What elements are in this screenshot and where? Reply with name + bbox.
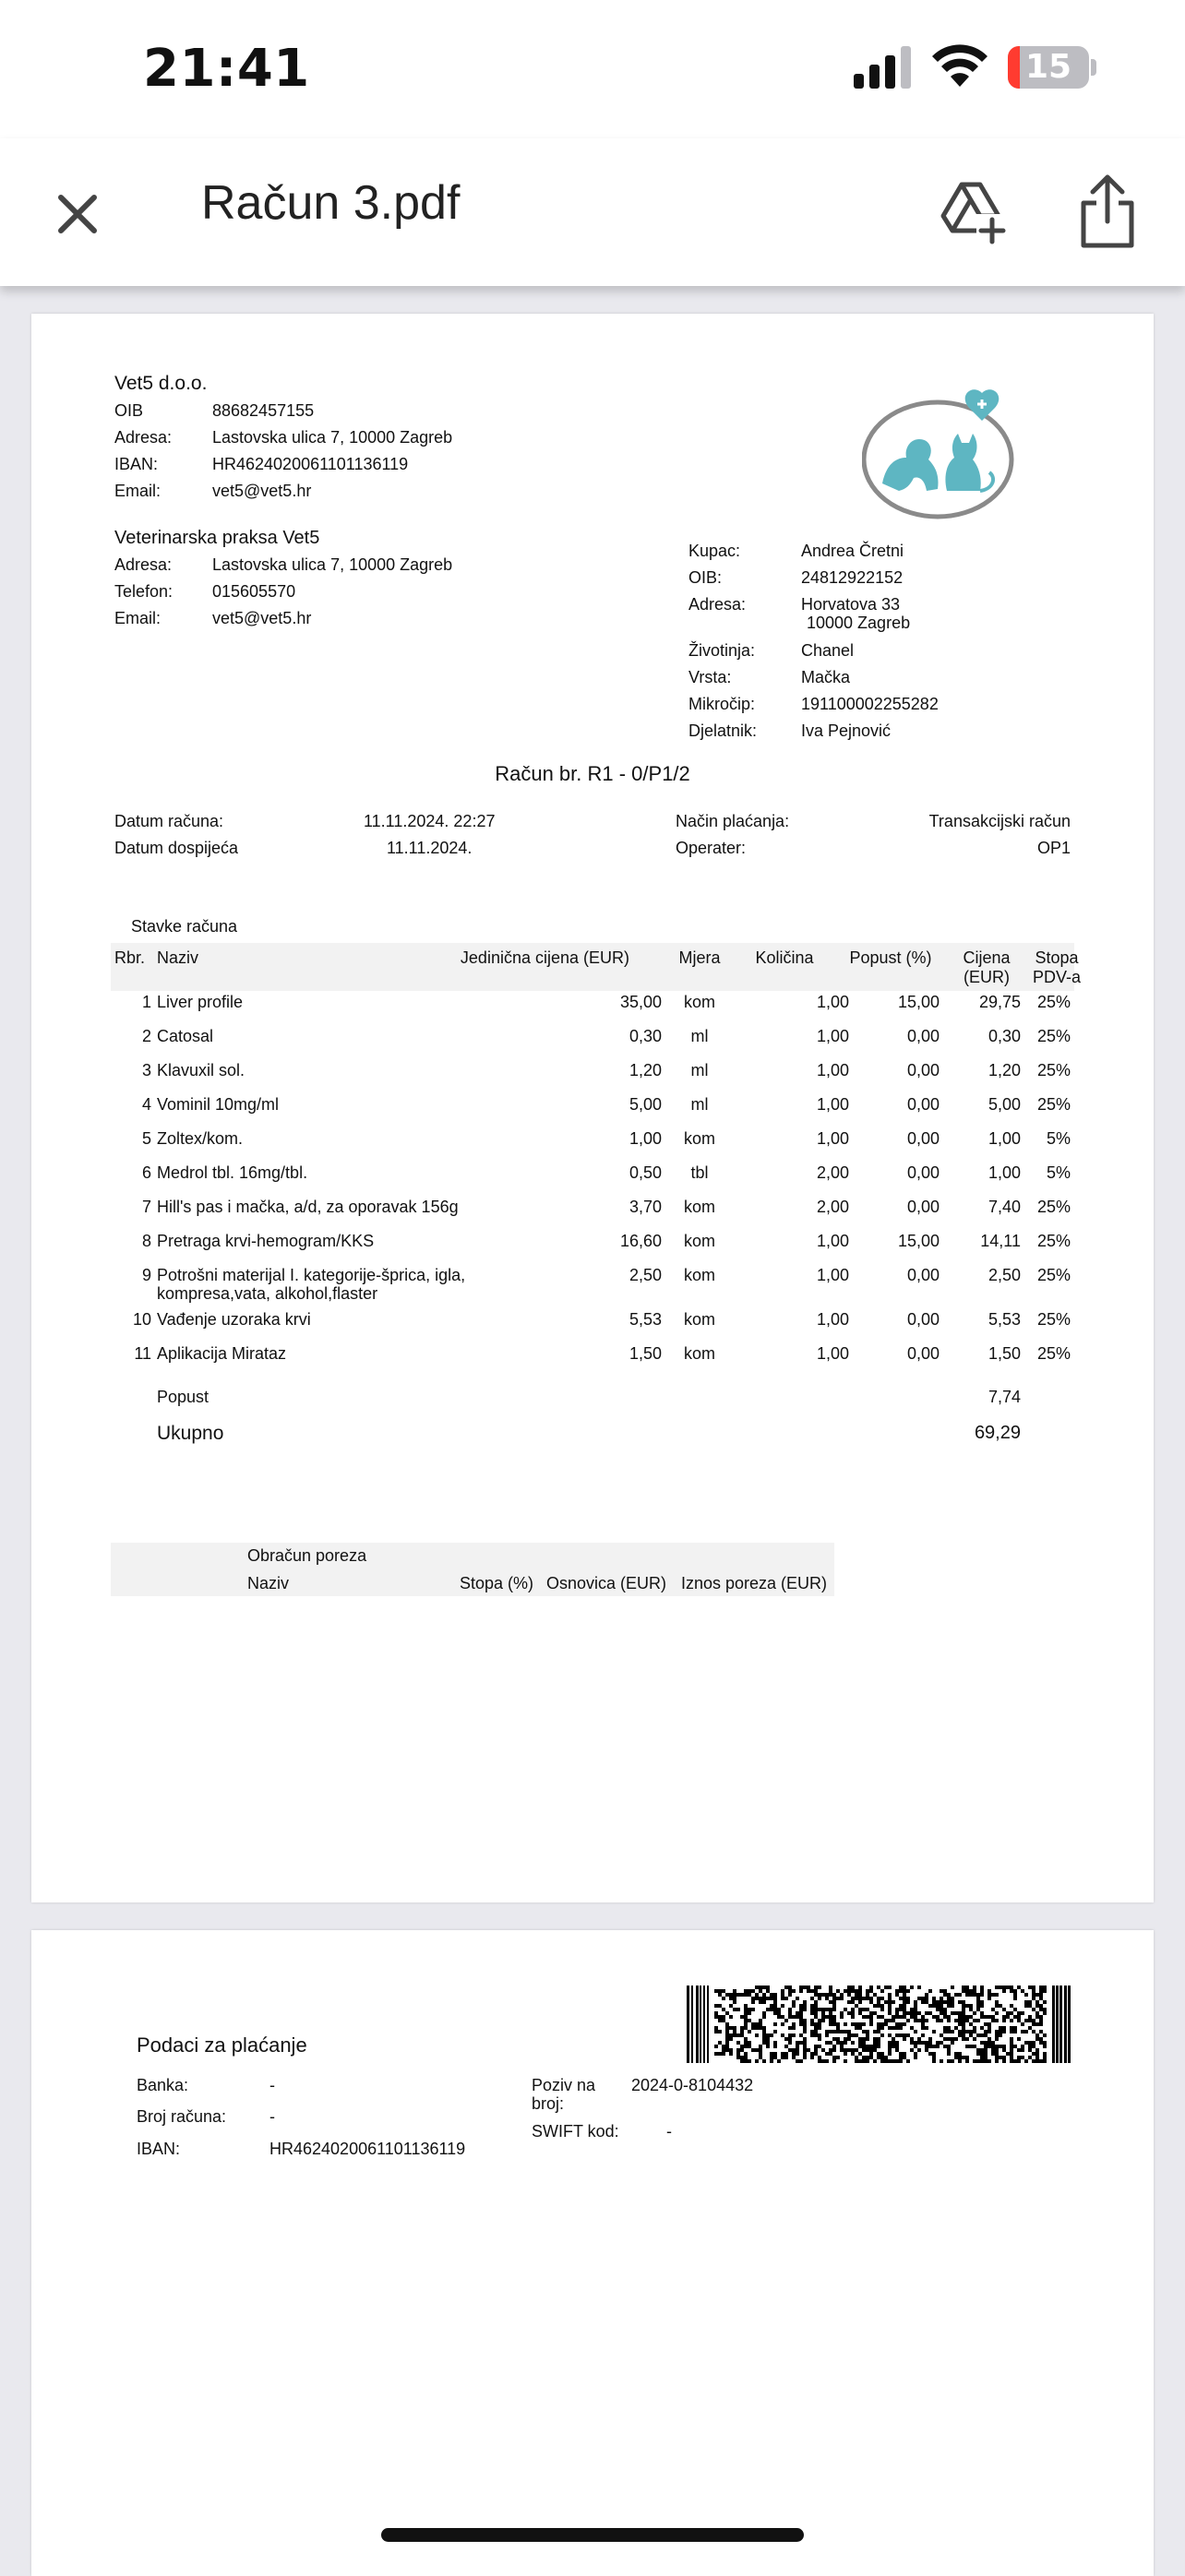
customer-value: 24812922152	[801, 568, 904, 587]
tax-title: Obračun poreza	[247, 1546, 367, 1565]
item-vat-rate: 25%	[1036, 993, 1071, 1011]
item-name: Liver profile	[157, 993, 244, 1011]
customer-label: Životinja:	[688, 641, 756, 660]
share-icon[interactable]	[1074, 173, 1141, 249]
item-number: 11	[134, 1344, 151, 1363]
item-unit: ml	[690, 1027, 709, 1045]
due-date-value: 11.11.2024.	[387, 839, 473, 857]
customer-value: 191100002255282	[801, 695, 939, 713]
item-name: Zoltex/kom.	[157, 1129, 244, 1148]
item-unit: kom	[683, 1198, 715, 1216]
practice-label: Email:	[114, 609, 162, 627]
item-amount: 5,00	[988, 1095, 1021, 1114]
item-quantity: 1,00	[816, 1129, 849, 1148]
item-discount: 0,00	[906, 1129, 940, 1148]
item-discount: 0,00	[906, 1198, 940, 1216]
col-amount-unit: (EUR)	[964, 968, 1010, 986]
document-title: Račun 3.pdf	[201, 176, 461, 230]
vet-clinic-logo	[862, 388, 1024, 524]
item-unit-price: 0,30	[628, 1027, 662, 1045]
item-unit: ml	[690, 1095, 709, 1114]
seller-value: HR4624020061101136119	[212, 455, 409, 473]
item-vat-rate: 25%	[1036, 1027, 1071, 1045]
item-vat-rate: 25%	[1036, 1266, 1071, 1284]
customer-label: Mikročip:	[688, 695, 756, 713]
item-discount: 0,00	[906, 1266, 940, 1284]
reference-label: Poziv na	[532, 2076, 596, 2094]
item-discount: 0,00	[906, 1163, 940, 1182]
customer-value: Mačka	[801, 668, 851, 686]
seller-value: 88682457155	[212, 401, 315, 420]
item-amount: 29,75	[978, 993, 1021, 1011]
practice-value: vet5@vet5.hr	[212, 609, 312, 627]
practice-label: Adresa:	[114, 555, 173, 574]
col-vat-header-2: PDV-a	[1032, 968, 1082, 986]
account-value: -	[269, 2107, 275, 2126]
customer-label: Vrsta:	[688, 668, 732, 686]
item-number: 8	[141, 1232, 151, 1250]
item-vat-rate: 25%	[1036, 1344, 1071, 1363]
item-name: Medrol tbl. 16mg/tbl.	[157, 1163, 308, 1182]
home-indicator[interactable]	[381, 2528, 804, 2542]
customer-label: Djelatnik:	[688, 722, 758, 740]
item-number: 9	[141, 1266, 151, 1284]
item-unit-price: 16,60	[619, 1232, 662, 1250]
pdf-viewer-toolbar	[0, 138, 1185, 286]
item-discount: 0,00	[906, 1027, 940, 1045]
customer-label: Adresa:	[688, 595, 747, 614]
customer-value: Chanel	[801, 641, 855, 660]
item-amount: 14,11	[980, 1232, 1021, 1250]
invoice-date-label: Datum računa:	[114, 812, 224, 830]
col-naziv-header: Naziv	[157, 948, 199, 967]
item-name: Vađenje uzoraka krvi	[157, 1310, 311, 1329]
col-qty-header: Količina	[755, 948, 814, 967]
reference-label-2: broj:	[532, 2094, 565, 2113]
invoice-title: Račun br. R1 - 0/P1/2	[495, 762, 690, 785]
item-name-continued: kompresa,vata, alkohol,flaster	[157, 1284, 378, 1303]
tax-col-rate: Stopa (%)	[460, 1574, 534, 1592]
practice-value: 015605570	[212, 582, 296, 601]
bank-label: Banka:	[137, 2076, 189, 2094]
seller-value: Lastovska ulica 7, 10000 Zagreb	[212, 428, 453, 447]
customer-value: 10000 Zagreb	[807, 614, 911, 632]
item-amount: 1,00	[988, 1129, 1021, 1148]
item-unit: kom	[683, 1129, 715, 1148]
item-amount: 1,20	[988, 1061, 1021, 1079]
col-amount-header: Cijena	[963, 948, 1011, 967]
payment-title: Podaci za plaćanje	[137, 2033, 307, 2057]
item-unit-price: 0,50	[628, 1163, 662, 1182]
discount-value: 7,74	[988, 1388, 1021, 1406]
pdf-page-1[interactable]	[31, 314, 1154, 1902]
item-unit-price: 1,50	[628, 1344, 662, 1363]
cellular-signal-icon	[854, 46, 911, 89]
item-number: 7	[141, 1198, 151, 1216]
seller-name: Vet5 d.o.o.	[114, 373, 208, 394]
swift-label: SWIFT kod:	[532, 2122, 619, 2141]
payment-barcode	[687, 1986, 1072, 2063]
item-vat-rate: 25%	[1036, 1198, 1071, 1216]
item-vat-rate: 25%	[1036, 1061, 1071, 1079]
item-quantity: 2,00	[816, 1163, 849, 1182]
item-amount: 2,50	[988, 1266, 1021, 1284]
due-date-label: Datum dospijeća	[114, 839, 239, 857]
item-unit: kom	[683, 1344, 715, 1363]
item-quantity: 1,00	[816, 1266, 849, 1284]
item-quantity: 1,00	[816, 1310, 849, 1329]
item-amount: 0,30	[988, 1027, 1021, 1045]
item-name: Vominil 10mg/ml	[157, 1095, 280, 1114]
battery-icon	[1008, 46, 1089, 89]
item-amount: 1,00	[988, 1163, 1021, 1182]
item-discount: 0,00	[906, 1061, 940, 1079]
bank-value: -	[269, 2076, 275, 2094]
col-price-header: Jedinična cijena (EUR)	[460, 948, 629, 967]
operator-value: OP1	[1036, 839, 1071, 857]
item-quantity: 1,00	[816, 1344, 849, 1363]
seller-label: OIB	[114, 401, 144, 420]
reference-value: 2024-0-8104432	[631, 2076, 754, 2094]
item-discount: 0,00	[906, 1095, 940, 1114]
pdf-page-2[interactable]	[31, 1930, 1154, 2576]
item-number: 6	[141, 1163, 151, 1182]
customer-label: Kupac:	[688, 542, 741, 560]
swift-value: -	[666, 2122, 672, 2141]
item-name: Hill's pas i mačka, a/d, za oporavak 156g	[157, 1198, 459, 1216]
seller-label: Email:	[114, 482, 162, 500]
item-amount: 7,40	[988, 1198, 1021, 1216]
item-name: Pretraga krvi-hemogram/KKS	[157, 1232, 375, 1250]
tax-col-base: Osnovica (EUR)	[546, 1574, 667, 1592]
item-quantity: 1,00	[816, 1095, 849, 1114]
item-quantity: 1,00	[816, 993, 849, 1011]
add-to-drive-icon[interactable]	[940, 177, 1008, 245]
battery-percent: 15	[1024, 48, 1072, 86]
item-unit-price: 5,00	[628, 1095, 662, 1114]
item-number: 10	[132, 1310, 151, 1329]
tax-col-amount: Iznos poreza (EUR)	[681, 1574, 828, 1592]
seller-label: Adresa:	[114, 428, 173, 447]
col-unit-header: Mjera	[678, 948, 721, 967]
total-label: Ukupno	[157, 1423, 224, 1444]
item-unit: kom	[683, 1232, 715, 1250]
item-unit: kom	[683, 1266, 715, 1284]
col-vat-header: Stopa	[1035, 948, 1079, 967]
item-discount: 0,00	[906, 1344, 940, 1363]
item-quantity: 1,00	[816, 1061, 849, 1079]
item-vat-rate: 25%	[1036, 1310, 1071, 1329]
item-name: Catosal	[157, 1027, 214, 1045]
item-unit: kom	[683, 1310, 715, 1329]
customer-label: OIB:	[688, 568, 723, 587]
status-bar	[0, 0, 1185, 138]
item-unit-price: 3,70	[628, 1198, 662, 1216]
seller-value: vet5@vet5.hr	[212, 482, 312, 500]
payment-method-label: Način plaćanja:	[676, 812, 790, 830]
item-vat-rate: 5%	[1046, 1163, 1071, 1182]
item-unit-price: 35,00	[619, 993, 662, 1011]
item-number: 3	[141, 1061, 151, 1079]
item-unit-price: 5,53	[628, 1310, 662, 1329]
item-number: 4	[141, 1095, 151, 1114]
operator-label: Operater:	[676, 839, 747, 857]
item-quantity: 2,00	[816, 1198, 849, 1216]
customer-value: Andrea Čretni	[801, 542, 904, 560]
item-quantity: 1,00	[816, 1027, 849, 1045]
item-vat-rate: 5%	[1046, 1129, 1071, 1148]
close-icon[interactable]	[48, 185, 107, 244]
item-number: 5	[141, 1129, 151, 1148]
item-number: 1	[141, 993, 151, 1011]
col-discount-header: Popust (%)	[849, 948, 932, 967]
status-time: 21:41	[143, 39, 310, 99]
item-vat-rate: 25%	[1036, 1095, 1071, 1114]
item-unit-price: 1,20	[628, 1061, 662, 1079]
practice-name: Veterinarska praksa Vet5	[114, 528, 320, 548]
item-unit: kom	[683, 993, 715, 1011]
col-rbr-header: Rbr.	[114, 948, 146, 967]
payment-iban-value: HR4624020061101136119	[269, 2140, 466, 2158]
total-value: 69,29	[974, 1423, 1021, 1443]
item-amount: 5,53	[988, 1310, 1021, 1329]
item-unit: tbl	[690, 1163, 709, 1182]
payment-method-value: Transakcijski račun	[928, 812, 1071, 830]
item-discount: 15,00	[897, 1232, 940, 1250]
wifi-icon	[932, 41, 988, 87]
item-quantity: 1,00	[816, 1232, 849, 1250]
customer-value: Iva Pejnović	[801, 722, 892, 740]
item-name: Aplikacija Mirataz	[157, 1344, 287, 1363]
payment-iban-label: IBAN:	[137, 2140, 181, 2158]
customer-value: Horvatova 33	[801, 595, 901, 614]
item-discount: 0,00	[906, 1310, 940, 1329]
item-discount: 15,00	[897, 993, 940, 1011]
item-unit-price: 1,00	[628, 1129, 662, 1148]
item-name: Klavuxil sol.	[157, 1061, 245, 1079]
item-name: Potrošni materijal I. kategorije-šprica, igla,	[157, 1266, 466, 1284]
item-unit-price: 2,50	[628, 1266, 662, 1284]
item-vat-rate: 25%	[1036, 1232, 1071, 1250]
battery-tip	[1091, 59, 1096, 76]
item-unit: ml	[690, 1061, 709, 1079]
tax-col-naziv: Naziv	[247, 1574, 290, 1592]
account-label: Broj računa:	[137, 2107, 227, 2126]
discount-label: Popust	[157, 1388, 209, 1406]
practice-value: Lastovska ulica 7, 10000 Zagreb	[212, 555, 453, 574]
item-number: 2	[141, 1027, 151, 1045]
item-amount: 1,50	[988, 1344, 1021, 1363]
invoice-date-value: 11.11.2024. 22:27	[364, 812, 496, 830]
seller-label: IBAN:	[114, 455, 159, 473]
items-section-title: Stavke računa	[131, 917, 238, 936]
practice-label: Telefon:	[114, 582, 174, 601]
